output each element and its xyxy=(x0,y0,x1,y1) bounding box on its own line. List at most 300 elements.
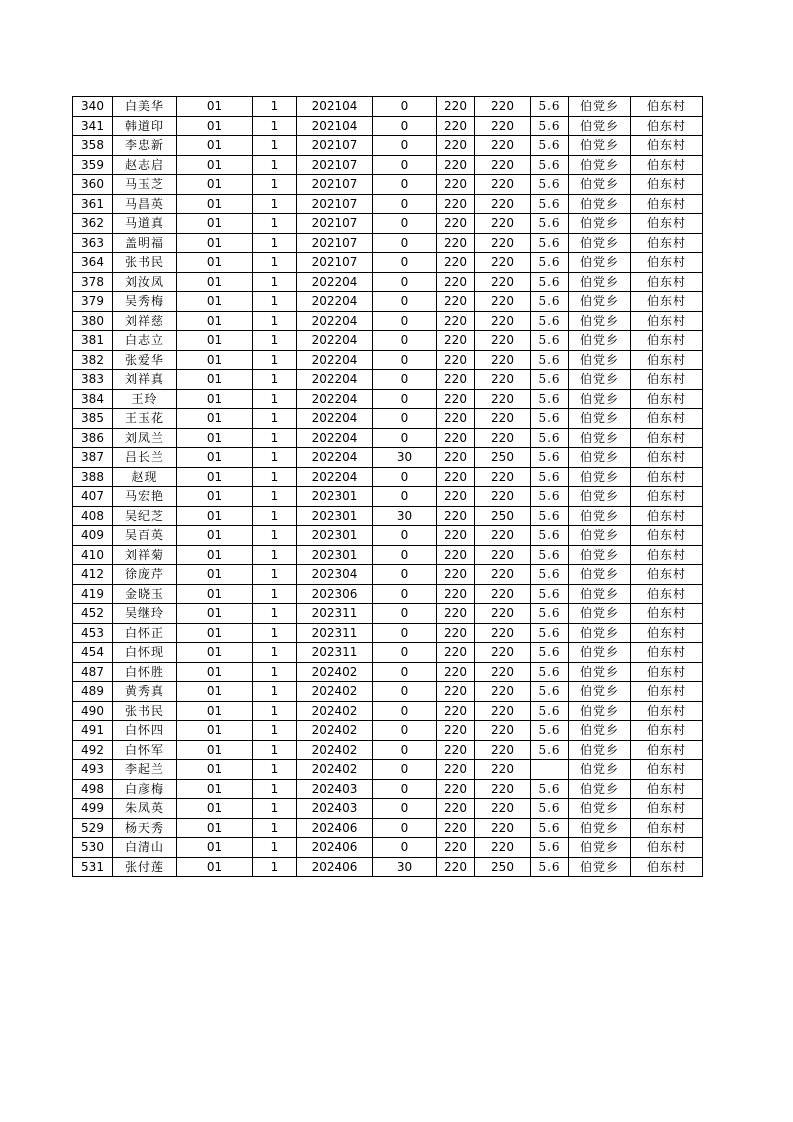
row-id-cell: 380 xyxy=(73,311,113,331)
extra-amount-cell: 0 xyxy=(373,721,437,741)
rate-cell: 5.6 xyxy=(531,448,569,468)
rate-cell: 5.6 xyxy=(531,331,569,351)
month-cell: 202406 xyxy=(297,857,373,877)
table-row xyxy=(73,604,703,624)
table-row xyxy=(73,526,703,546)
name-cell: 刘祥慈 xyxy=(113,311,177,331)
total-amount-cell: 220 xyxy=(475,584,531,604)
month-cell: 202204 xyxy=(297,331,373,351)
rate-cell: 5.6 xyxy=(531,565,569,585)
rate-cell: 5.6 xyxy=(531,194,569,214)
row-id-cell: 498 xyxy=(73,779,113,799)
code-cell: 01 xyxy=(177,799,253,819)
extra-amount-cell: 0 xyxy=(373,214,437,234)
base-amount-cell: 220 xyxy=(437,292,475,312)
code-cell: 01 xyxy=(177,194,253,214)
township-cell: 伯党乡 xyxy=(569,311,631,331)
count-cell: 1 xyxy=(253,448,297,468)
code-cell: 01 xyxy=(177,604,253,624)
count-cell: 1 xyxy=(253,506,297,526)
township-cell: 伯党乡 xyxy=(569,214,631,234)
month-cell: 202301 xyxy=(297,526,373,546)
base-amount-cell: 220 xyxy=(437,233,475,253)
extra-amount-cell: 0 xyxy=(373,311,437,331)
row-id-cell: 359 xyxy=(73,155,113,175)
extra-amount-cell: 0 xyxy=(373,643,437,663)
count-cell: 1 xyxy=(253,370,297,390)
village-cell: 伯东村 xyxy=(631,818,703,838)
extra-amount-cell: 0 xyxy=(373,818,437,838)
row-id-cell: 531 xyxy=(73,857,113,877)
total-amount-cell: 220 xyxy=(475,194,531,214)
total-amount-cell: 220 xyxy=(475,155,531,175)
count-cell: 1 xyxy=(253,584,297,604)
month-cell: 202306 xyxy=(297,584,373,604)
name-cell: 张付莲 xyxy=(113,857,177,877)
count-cell: 1 xyxy=(253,526,297,546)
village-cell: 伯东村 xyxy=(631,526,703,546)
extra-amount-cell: 0 xyxy=(373,136,437,156)
table-row xyxy=(73,233,703,253)
base-amount-cell: 220 xyxy=(437,214,475,234)
township-cell: 伯党乡 xyxy=(569,721,631,741)
month-cell: 202104 xyxy=(297,116,373,136)
township-cell: 伯党乡 xyxy=(569,623,631,643)
count-cell: 1 xyxy=(253,721,297,741)
township-cell: 伯党乡 xyxy=(569,155,631,175)
name-cell: 王玲 xyxy=(113,389,177,409)
table-row xyxy=(73,506,703,526)
extra-amount-cell: 30 xyxy=(373,448,437,468)
name-cell: 刘祥真 xyxy=(113,370,177,390)
month-cell: 202107 xyxy=(297,136,373,156)
row-id-cell: 419 xyxy=(73,584,113,604)
total-amount-cell: 220 xyxy=(475,409,531,429)
village-cell: 伯东村 xyxy=(631,682,703,702)
township-cell: 伯党乡 xyxy=(569,448,631,468)
name-cell: 白怀现 xyxy=(113,643,177,663)
extra-amount-cell: 0 xyxy=(373,740,437,760)
month-cell: 202304 xyxy=(297,565,373,585)
code-cell: 01 xyxy=(177,136,253,156)
township-cell: 伯党乡 xyxy=(569,194,631,214)
total-amount-cell: 220 xyxy=(475,740,531,760)
village-cell: 伯东村 xyxy=(631,838,703,858)
code-cell: 01 xyxy=(177,584,253,604)
name-cell: 张书民 xyxy=(113,701,177,721)
table-row xyxy=(73,467,703,487)
total-amount-cell: 220 xyxy=(475,370,531,390)
month-cell: 202311 xyxy=(297,623,373,643)
name-cell: 张书民 xyxy=(113,253,177,273)
code-cell: 01 xyxy=(177,272,253,292)
table-body xyxy=(73,97,703,877)
row-id-cell: 412 xyxy=(73,565,113,585)
extra-amount-cell: 0 xyxy=(373,350,437,370)
village-cell: 伯东村 xyxy=(631,155,703,175)
month-cell: 202403 xyxy=(297,799,373,819)
code-cell: 01 xyxy=(177,565,253,585)
total-amount-cell: 220 xyxy=(475,779,531,799)
extra-amount-cell: 0 xyxy=(373,467,437,487)
month-cell: 202107 xyxy=(297,253,373,273)
rate-cell: 5.6 xyxy=(531,526,569,546)
code-cell: 01 xyxy=(177,409,253,429)
rate-cell: 5.6 xyxy=(531,584,569,604)
count-cell: 1 xyxy=(253,116,297,136)
village-cell: 伯东村 xyxy=(631,97,703,117)
name-cell: 李起兰 xyxy=(113,760,177,780)
code-cell: 01 xyxy=(177,857,253,877)
township-cell: 伯党乡 xyxy=(569,662,631,682)
name-cell: 黄秀真 xyxy=(113,682,177,702)
extra-amount-cell: 0 xyxy=(373,838,437,858)
code-cell: 01 xyxy=(177,838,253,858)
code-cell: 01 xyxy=(177,214,253,234)
rate-cell: 5.6 xyxy=(531,799,569,819)
township-cell: 伯党乡 xyxy=(569,760,631,780)
count-cell: 1 xyxy=(253,467,297,487)
name-cell: 白怀军 xyxy=(113,740,177,760)
code-cell: 01 xyxy=(177,155,253,175)
township-cell: 伯党乡 xyxy=(569,506,631,526)
name-cell: 刘汝凤 xyxy=(113,272,177,292)
base-amount-cell: 220 xyxy=(437,311,475,331)
rate-cell: 5.6 xyxy=(531,311,569,331)
township-cell: 伯党乡 xyxy=(569,428,631,448)
row-id-cell: 410 xyxy=(73,545,113,565)
count-cell: 1 xyxy=(253,214,297,234)
total-amount-cell: 220 xyxy=(475,701,531,721)
row-id-cell: 381 xyxy=(73,331,113,351)
code-cell: 01 xyxy=(177,448,253,468)
total-amount-cell: 220 xyxy=(475,311,531,331)
rate-cell: 5.6 xyxy=(531,623,569,643)
village-cell: 伯东村 xyxy=(631,721,703,741)
rate-cell: 5.6 xyxy=(531,155,569,175)
township-cell: 伯党乡 xyxy=(569,526,631,546)
table-row xyxy=(73,545,703,565)
name-cell: 刘祥菊 xyxy=(113,545,177,565)
base-amount-cell: 220 xyxy=(437,448,475,468)
village-cell: 伯东村 xyxy=(631,506,703,526)
table-row xyxy=(73,448,703,468)
rate-cell: 5.6 xyxy=(531,740,569,760)
month-cell: 202204 xyxy=(297,409,373,429)
code-cell: 01 xyxy=(177,779,253,799)
base-amount-cell: 220 xyxy=(437,799,475,819)
total-amount-cell: 220 xyxy=(475,428,531,448)
count-cell: 1 xyxy=(253,97,297,117)
row-id-cell: 491 xyxy=(73,721,113,741)
base-amount-cell: 220 xyxy=(437,545,475,565)
village-cell: 伯东村 xyxy=(631,740,703,760)
row-id-cell: 499 xyxy=(73,799,113,819)
township-cell: 伯党乡 xyxy=(569,701,631,721)
month-cell: 202406 xyxy=(297,818,373,838)
total-amount-cell: 220 xyxy=(475,233,531,253)
name-cell: 白彦梅 xyxy=(113,779,177,799)
extra-amount-cell: 0 xyxy=(373,409,437,429)
base-amount-cell: 220 xyxy=(437,760,475,780)
township-cell: 伯党乡 xyxy=(569,857,631,877)
rate-cell: 5.6 xyxy=(531,272,569,292)
base-amount-cell: 220 xyxy=(437,701,475,721)
total-amount-cell: 220 xyxy=(475,565,531,585)
row-id-cell: 529 xyxy=(73,818,113,838)
extra-amount-cell: 30 xyxy=(373,506,437,526)
rate-cell: 5.6 xyxy=(531,682,569,702)
township-cell: 伯党乡 xyxy=(569,97,631,117)
extra-amount-cell: 0 xyxy=(373,155,437,175)
code-cell: 01 xyxy=(177,350,253,370)
count-cell: 1 xyxy=(253,311,297,331)
name-cell: 马宏艳 xyxy=(113,487,177,507)
row-id-cell: 360 xyxy=(73,175,113,195)
village-cell: 伯东村 xyxy=(631,701,703,721)
township-cell: 伯党乡 xyxy=(569,370,631,390)
rate-cell: 5.6 xyxy=(531,506,569,526)
extra-amount-cell: 0 xyxy=(373,526,437,546)
township-cell: 伯党乡 xyxy=(569,467,631,487)
table-row xyxy=(73,292,703,312)
month-cell: 202204 xyxy=(297,448,373,468)
month-cell: 202204 xyxy=(297,370,373,390)
name-cell: 李忠新 xyxy=(113,136,177,156)
base-amount-cell: 220 xyxy=(437,97,475,117)
village-cell: 伯东村 xyxy=(631,779,703,799)
name-cell: 刘凤兰 xyxy=(113,428,177,448)
township-cell: 伯党乡 xyxy=(569,409,631,429)
extra-amount-cell: 0 xyxy=(373,292,437,312)
rate-cell: 5.6 xyxy=(531,838,569,858)
rate-cell: 5.6 xyxy=(531,487,569,507)
total-amount-cell: 220 xyxy=(475,116,531,136)
township-cell: 伯党乡 xyxy=(569,643,631,663)
table-row xyxy=(73,721,703,741)
base-amount-cell: 220 xyxy=(437,175,475,195)
name-cell: 马道真 xyxy=(113,214,177,234)
count-cell: 1 xyxy=(253,175,297,195)
row-id-cell: 362 xyxy=(73,214,113,234)
extra-amount-cell: 0 xyxy=(373,779,437,799)
total-amount-cell: 220 xyxy=(475,662,531,682)
row-id-cell: 387 xyxy=(73,448,113,468)
count-cell: 1 xyxy=(253,350,297,370)
base-amount-cell: 220 xyxy=(437,779,475,799)
count-cell: 1 xyxy=(253,623,297,643)
rate-cell: 5.6 xyxy=(531,643,569,663)
name-cell: 白怀胜 xyxy=(113,662,177,682)
row-id-cell: 388 xyxy=(73,467,113,487)
month-cell: 202402 xyxy=(297,740,373,760)
village-cell: 伯东村 xyxy=(631,409,703,429)
total-amount-cell: 220 xyxy=(475,253,531,273)
total-amount-cell: 220 xyxy=(475,292,531,312)
township-cell: 伯党乡 xyxy=(569,272,631,292)
township-cell: 伯党乡 xyxy=(569,682,631,702)
extra-amount-cell: 0 xyxy=(373,116,437,136)
village-cell: 伯东村 xyxy=(631,292,703,312)
count-cell: 1 xyxy=(253,760,297,780)
total-amount-cell: 250 xyxy=(475,448,531,468)
row-id-cell: 364 xyxy=(73,253,113,273)
name-cell: 白美华 xyxy=(113,97,177,117)
extra-amount-cell: 0 xyxy=(373,233,437,253)
code-cell: 01 xyxy=(177,506,253,526)
table-row xyxy=(73,194,703,214)
extra-amount-cell: 0 xyxy=(373,760,437,780)
name-cell: 金晓玉 xyxy=(113,584,177,604)
rate-cell: 5.6 xyxy=(531,97,569,117)
code-cell: 01 xyxy=(177,311,253,331)
rate-cell: 5.6 xyxy=(531,779,569,799)
table-row xyxy=(73,389,703,409)
table-row xyxy=(73,799,703,819)
total-amount-cell: 250 xyxy=(475,506,531,526)
rate-cell: 5.6 xyxy=(531,136,569,156)
township-cell: 伯党乡 xyxy=(569,838,631,858)
extra-amount-cell: 0 xyxy=(373,389,437,409)
extra-amount-cell: 0 xyxy=(373,194,437,214)
base-amount-cell: 220 xyxy=(437,584,475,604)
month-cell: 202204 xyxy=(297,389,373,409)
village-cell: 伯东村 xyxy=(631,545,703,565)
village-cell: 伯东村 xyxy=(631,272,703,292)
count-cell: 1 xyxy=(253,604,297,624)
base-amount-cell: 220 xyxy=(437,682,475,702)
base-amount-cell: 220 xyxy=(437,565,475,585)
base-amount-cell: 220 xyxy=(437,487,475,507)
month-cell: 202402 xyxy=(297,662,373,682)
code-cell: 01 xyxy=(177,97,253,117)
township-cell: 伯党乡 xyxy=(569,331,631,351)
base-amount-cell: 220 xyxy=(437,272,475,292)
name-cell: 吴秀梅 xyxy=(113,292,177,312)
total-amount-cell: 220 xyxy=(475,760,531,780)
count-cell: 1 xyxy=(253,233,297,253)
township-cell: 伯党乡 xyxy=(569,292,631,312)
village-cell: 伯东村 xyxy=(631,175,703,195)
name-cell: 马昌英 xyxy=(113,194,177,214)
count-cell: 1 xyxy=(253,565,297,585)
row-id-cell: 340 xyxy=(73,97,113,117)
total-amount-cell: 220 xyxy=(475,545,531,565)
code-cell: 01 xyxy=(177,740,253,760)
month-cell: 202301 xyxy=(297,545,373,565)
month-cell: 202107 xyxy=(297,233,373,253)
base-amount-cell: 220 xyxy=(437,331,475,351)
table-row xyxy=(73,779,703,799)
village-cell: 伯东村 xyxy=(631,623,703,643)
extra-amount-cell: 0 xyxy=(373,253,437,273)
extra-amount-cell: 0 xyxy=(373,545,437,565)
month-cell: 202204 xyxy=(297,292,373,312)
month-cell: 202311 xyxy=(297,643,373,663)
table-row xyxy=(73,623,703,643)
row-id-cell: 493 xyxy=(73,760,113,780)
village-cell: 伯东村 xyxy=(631,214,703,234)
extra-amount-cell: 0 xyxy=(373,584,437,604)
month-cell: 202107 xyxy=(297,175,373,195)
code-cell: 01 xyxy=(177,253,253,273)
township-cell: 伯党乡 xyxy=(569,779,631,799)
code-cell: 01 xyxy=(177,545,253,565)
count-cell: 1 xyxy=(253,428,297,448)
row-id-cell: 452 xyxy=(73,604,113,624)
township-cell: 伯党乡 xyxy=(569,545,631,565)
base-amount-cell: 220 xyxy=(437,155,475,175)
extra-amount-cell: 0 xyxy=(373,565,437,585)
total-amount-cell: 220 xyxy=(475,838,531,858)
township-cell: 伯党乡 xyxy=(569,565,631,585)
base-amount-cell: 220 xyxy=(437,662,475,682)
extra-amount-cell: 0 xyxy=(373,701,437,721)
code-cell: 01 xyxy=(177,643,253,663)
table-row xyxy=(73,272,703,292)
table-row xyxy=(73,350,703,370)
total-amount-cell: 220 xyxy=(475,799,531,819)
count-cell: 1 xyxy=(253,389,297,409)
extra-amount-cell: 0 xyxy=(373,799,437,819)
code-cell: 01 xyxy=(177,292,253,312)
extra-amount-cell: 0 xyxy=(373,487,437,507)
count-cell: 1 xyxy=(253,331,297,351)
count-cell: 1 xyxy=(253,838,297,858)
base-amount-cell: 220 xyxy=(437,604,475,624)
village-cell: 伯东村 xyxy=(631,604,703,624)
rate-cell: 5.6 xyxy=(531,116,569,136)
name-cell: 韩道印 xyxy=(113,116,177,136)
total-amount-cell: 220 xyxy=(475,214,531,234)
total-amount-cell: 220 xyxy=(475,526,531,546)
table-row xyxy=(73,565,703,585)
table-row xyxy=(73,253,703,273)
rate-cell: 5.6 xyxy=(531,857,569,877)
code-cell: 01 xyxy=(177,175,253,195)
name-cell: 马玉芝 xyxy=(113,175,177,195)
count-cell: 1 xyxy=(253,799,297,819)
table-row xyxy=(73,643,703,663)
total-amount-cell: 220 xyxy=(475,136,531,156)
name-cell: 赵现 xyxy=(113,467,177,487)
township-cell: 伯党乡 xyxy=(569,487,631,507)
base-amount-cell: 220 xyxy=(437,818,475,838)
rate-cell: 5.6 xyxy=(531,409,569,429)
base-amount-cell: 220 xyxy=(437,136,475,156)
count-cell: 1 xyxy=(253,292,297,312)
table-row xyxy=(73,838,703,858)
village-cell: 伯东村 xyxy=(631,799,703,819)
month-cell: 202204 xyxy=(297,311,373,331)
extra-amount-cell: 0 xyxy=(373,682,437,702)
table-row xyxy=(73,428,703,448)
count-cell: 1 xyxy=(253,682,297,702)
village-cell: 伯东村 xyxy=(631,643,703,663)
count-cell: 1 xyxy=(253,155,297,175)
count-cell: 1 xyxy=(253,857,297,877)
name-cell: 白怀四 xyxy=(113,721,177,741)
count-cell: 1 xyxy=(253,643,297,663)
code-cell: 01 xyxy=(177,428,253,448)
village-cell: 伯东村 xyxy=(631,467,703,487)
name-cell: 白清山 xyxy=(113,838,177,858)
township-cell: 伯党乡 xyxy=(569,136,631,156)
code-cell: 01 xyxy=(177,467,253,487)
township-cell: 伯党乡 xyxy=(569,818,631,838)
table-row xyxy=(73,818,703,838)
month-cell: 202406 xyxy=(297,838,373,858)
